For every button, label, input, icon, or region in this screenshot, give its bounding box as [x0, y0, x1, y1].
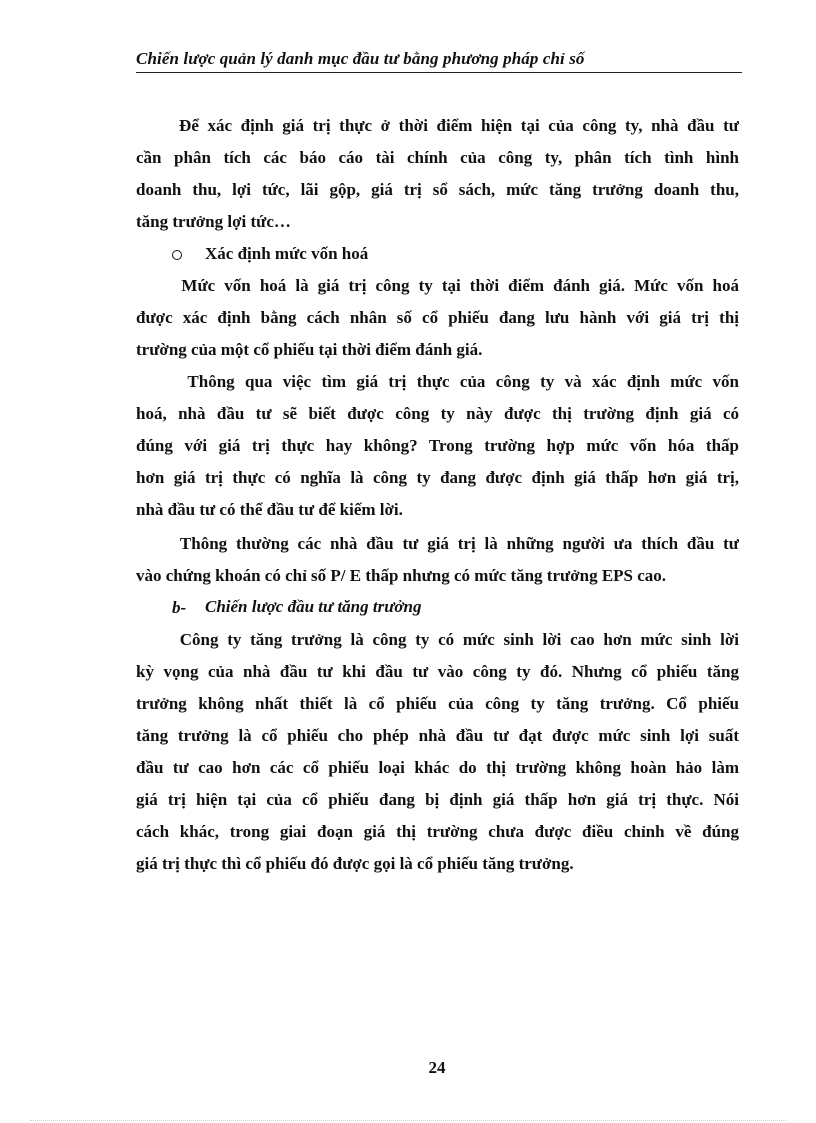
paragraph-line: Thông thường các nhà đầu tư giá trị là những người ưa thích đầu tư: [136, 534, 739, 553]
paragraph-line: nhà đầu tư có thể đầu tư để kiếm lời.: [136, 500, 403, 519]
paragraph-line: doanh thu, lợi tức, lãi gộp, giá trị sổ sách, mức tăng trưởng doanh thu,: [136, 180, 739, 199]
paragraph-line: Thông qua việc tìm giá trị thực của công ty và xác định mức vốn: [136, 372, 739, 391]
running-header: [136, 46, 742, 73]
paragraph-line: cách khác, trong giai đoạn giá thị trường chưa được điều chỉnh về đúng: [136, 822, 739, 841]
paragraph-line: đầu tư cao hơn các cổ phiếu loại khác do thị trường không hoàn hảo làm: [136, 758, 739, 777]
subsection-marker: b-: [172, 598, 187, 617]
paragraph-line: hoá, nhà đầu tư sẽ biết được công ty này được thị trường định giá có: [136, 404, 739, 423]
paragraph-line: cần phân tích các báo cáo tài chính của công ty, phân tích tình hình: [136, 148, 739, 167]
bullet-heading: Xác định mức vốn hoá: [205, 244, 369, 263]
paragraph-line: giá trị hiện tại của cổ phiếu đang bị định giá thấp hơn giá trị thực. Nói: [136, 790, 739, 809]
paragraph-line: hơn giá trị thực có nghĩa là công ty đang được định giá thấp hơn giá trị,: [136, 468, 739, 487]
paragraph-line: được xác định bằng cách nhân số cổ phiếu đang lưu hành với giá trị thị: [136, 308, 739, 327]
paragraph-line: trưởng không nhất thiết là cổ phiếu của công ty tăng trưởng. Cổ phiếu: [136, 694, 739, 713]
paragraph-line: Công ty tăng trưởng là công ty có mức sinh lời cao hơn mức sinh lời: [136, 630, 739, 649]
page-number: 24: [428, 1058, 446, 1077]
subsection-title: Chiến lược đầu tư tăng trưởng: [205, 597, 422, 616]
paragraph-line: tăng trưởng là cổ phiếu cho phép nhà đầu tư đạt được mức sinh lợi suất: [136, 726, 739, 745]
paragraph-line: đúng với giá trị thực hay không? Trong trường hợp mức vốn hóa thấp: [136, 436, 739, 455]
paragraph-line: giá trị thực thì cổ phiếu đó được gọi là cổ phiếu tăng trưởng.: [136, 854, 574, 873]
paragraph-line: kỳ vọng của nhà đầu tư khi đầu tư vào công ty đó. Nhưng cổ phiếu tăng: [136, 662, 739, 681]
paragraph-line: Mức vốn hoá là giá trị công ty tại thời điểm đánh giá. Mức vốn hoá: [136, 276, 739, 295]
bullet-circle-icon: [172, 250, 182, 260]
paragraph-line: Để xác định giá trị thực ở thời điểm hiện tại của công ty, nhà đầu tư: [136, 116, 739, 135]
page-bottom-divider: [30, 1120, 786, 1121]
header-title: Chiến lược quản lý danh mục đầu tư bằng phương pháp chỉ số: [136, 49, 585, 68]
paragraph-line: trường của một cổ phiếu tại thời điểm đánh giá.: [136, 340, 483, 359]
paragraph-line: tăng trưởng lợi tức…: [136, 212, 291, 231]
paragraph-line: vào chứng khoán có chỉ số P/ E thấp nhưng có mức tăng trưởng EPS cao.: [136, 566, 667, 585]
